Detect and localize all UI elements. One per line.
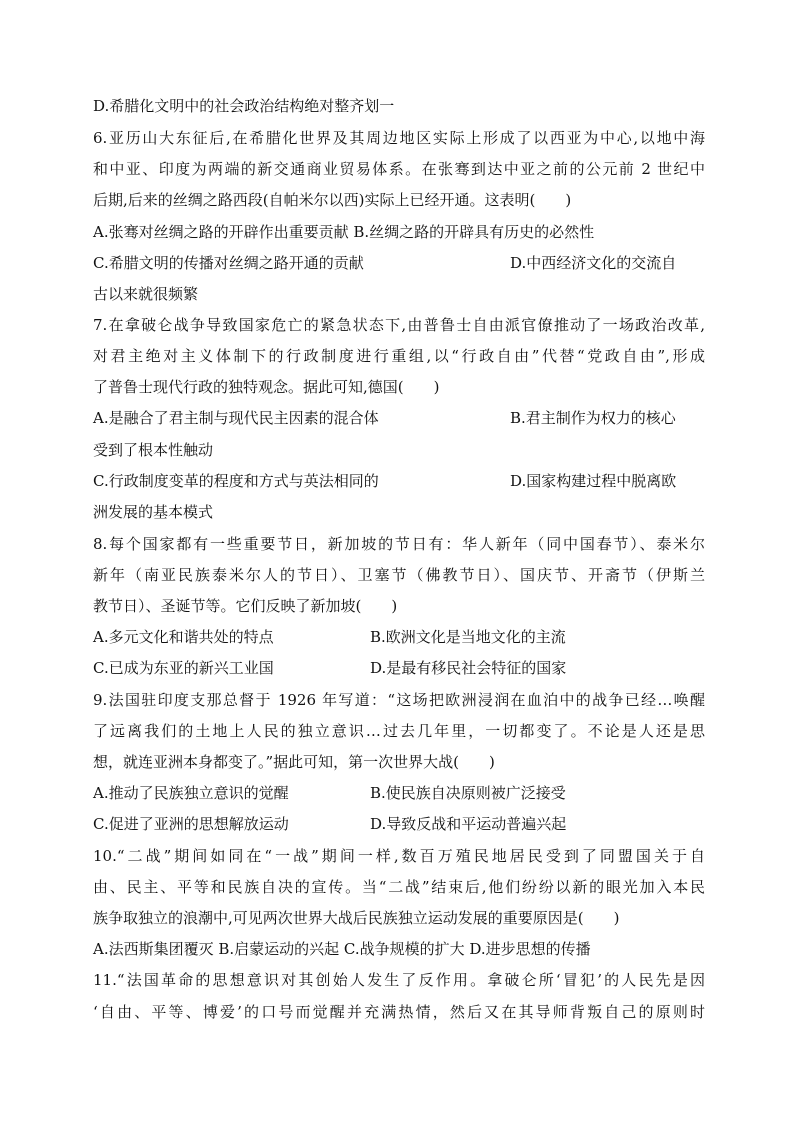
q6-stem-line-3: 后期,后来的丝绸之路西段(自帕米尔以西)实际上已经开通。这表明( ): [93, 191, 572, 209]
q9-stem-line-1: 9.法国驻印度支那总督于 1926 年写道：“这场把欧洲浸润在血泊中的战争已经…唤醒: [93, 691, 705, 709]
q10-options: A.法西斯集团覆灭 B.启蒙运动的兴起 C.战争规模的扩大 D.进步思想的传播: [93, 940, 591, 958]
q7-option-b: B.君主制作为权力的核心: [510, 409, 676, 427]
q7-stem-line-1: 7.在拿破仑战争导致国家危亡的紧急状态下,由普鲁士自由派官僚推动了一场政治改革,: [93, 316, 705, 334]
q6-options-ab: A.张骞对丝绸之路的开辟作出重要贡献 B.丝绸之路的开辟具有历史的必然性: [93, 223, 595, 241]
q10-stem-line-2: 由、民主、平等和民族自决的宣传。当“二战”结束后,他们纷纷以新的眼光加入本民: [93, 878, 705, 896]
q8-option-c: C.已成为东亚的新兴工业国: [93, 659, 274, 677]
q8-option-d: D.是最有移民社会特征的国家: [370, 659, 567, 677]
q8-stem-line-2: 新年（南亚民族泰米尔人的节日）、卫塞节（佛教节日）、国庆节、开斋节（伊斯兰: [93, 566, 705, 584]
q9-option-d: D.导致反战和平运动普遍兴起: [370, 815, 567, 833]
q10-stem-line-3: 族争取独立的浪潮中,可见两次世界大战后民族独立运动发展的重要原因是( ): [93, 909, 620, 927]
q11-stem-line-2: ‘自由、平等、博爱’的口号而觉醒并充满热情，然后又在其导师背叛自己的原则时: [93, 1003, 705, 1021]
q7-option-c: C.行政制度变革的程度和方式与英法相同的: [93, 472, 379, 490]
q7-option-b-cont: 受到了根本性触动: [93, 441, 214, 459]
q6-option-c: C.希腊文明的传播对丝绸之路开通的贡献: [93, 254, 364, 272]
q8-stem-line-3: 教节日）、圣诞节等。它们反映了新加坡( ): [93, 597, 398, 615]
q7-stem-line-2: 对君主绝对主义体制下的行政制度进行重组,以“行政自由”代替“党政自由”,形成: [93, 347, 705, 365]
q6-stem-line-2: 和中亚、印度为两端的新交通商业贸易体系。在张骞到达中亚之前的公元前 2 世纪中: [93, 160, 705, 178]
q6-stem-line-1: 6.亚历山大东征后,在希腊化世界及其周边地区实际上形成了以西亚为中心,以地中海: [93, 129, 705, 147]
q9-stem-line-3: 想，就连亚洲本身都变了。”据此可知，第一次世界大战( ): [93, 753, 495, 771]
q8-option-a: A.多元文化和谐共处的特点: [93, 628, 274, 646]
q8-stem-line-1: 8.每个国家都有一些重要节日，新加坡的节日有：华人新年（同中国春节）、泰米尔: [93, 535, 705, 553]
q9-option-b: B.使民族自决原则被广泛接受: [370, 784, 566, 802]
q5-option-d: D.希腊化文明中的社会政治结构绝对整齐划一: [93, 97, 395, 115]
q9-option-a: A.推动了民族独立意识的觉醒: [93, 784, 289, 802]
q7-option-a: A.是融合了君主制与现代民主因素的混合体: [93, 409, 379, 427]
q10-stem-line-1: 10.“二战”期间如同在“一战”期间一样,数百万殖民地居民受到了同盟国关于自: [93, 847, 705, 865]
q6-option-d-cont: 古以来就很频繁: [93, 285, 199, 303]
q7-option-d: D.国家构建过程中脱离欧: [510, 472, 677, 490]
q6-option-d: D.中西经济文化的交流自: [510, 254, 677, 272]
q8-option-b: B.欧洲文化是当地文化的主流: [370, 628, 566, 646]
q7-stem-line-3: 了普鲁士现代行政的独特观念。据此可知,德国( ): [93, 378, 440, 396]
q11-stem-line-1: 11.“法国革命的思想意识对其创始人发生了反作用。拿破仑所‘冒犯’的人民先是因: [93, 971, 705, 989]
q7-option-d-cont: 洲发展的基本模式: [93, 503, 214, 521]
q9-stem-line-2: 了远离我们的土地上人民的独立意识…过去几年里，一切都变了。不论是人还是思: [93, 722, 705, 740]
q9-option-c: C.促进了亚洲的思想解放运动: [93, 815, 289, 833]
